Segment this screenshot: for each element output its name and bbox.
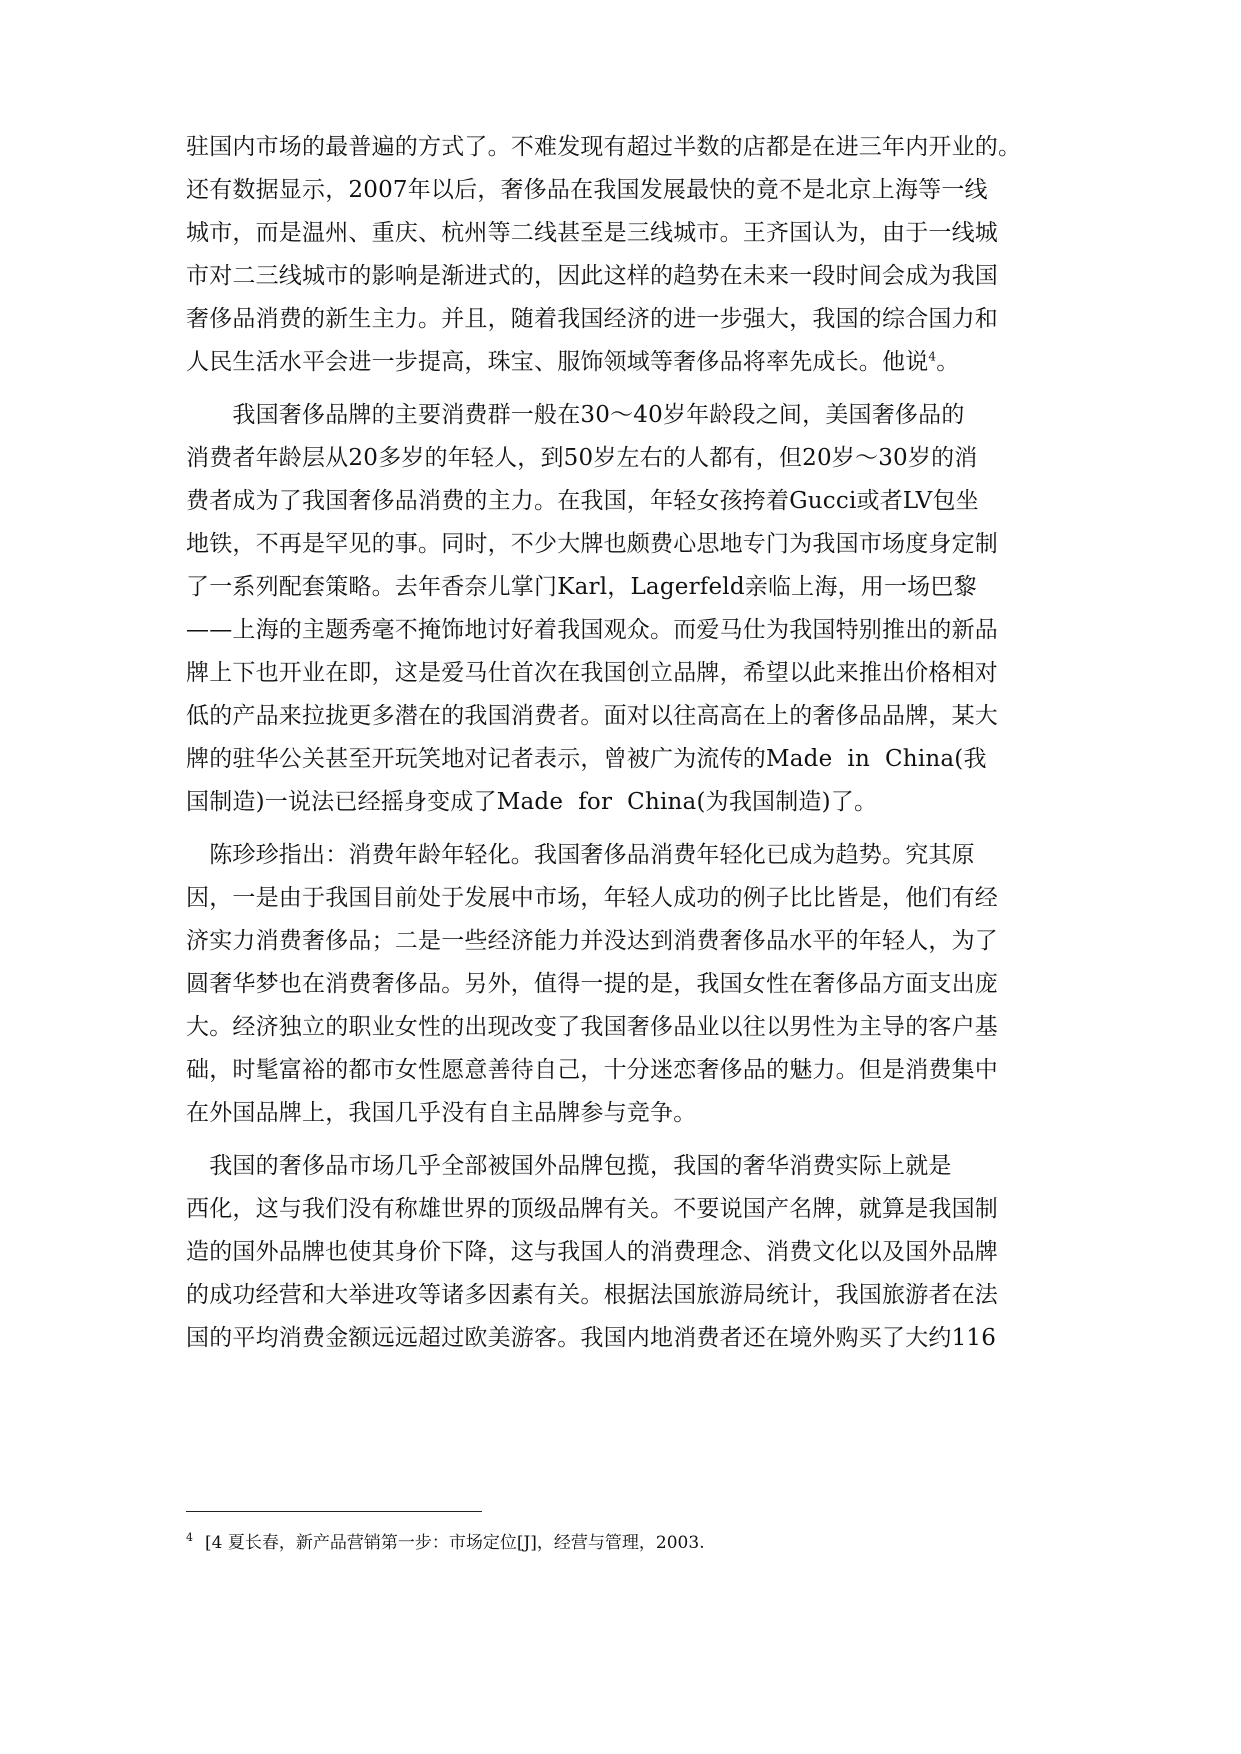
- body-line-3: 城市，而是温州、重庆、杭州等二线甚至是三线城市。王齐国认为，由于一线城: [186, 220, 998, 246]
- body-line-4: 市对二三线城市的影响是渐进式的，因此这样的趋势在未来一段时间会成为我国: [186, 263, 998, 289]
- body-line-13: 牌上下也开业在即，这是爱马仕首次在我国创立品牌，希望以此来推出价格相对: [186, 660, 998, 686]
- footnote-text: [4 夏长春，新产品营销第一步：市场定位[J]，经营与管理，2003.: [205, 1533, 705, 1553]
- body-line-11: 了一系列配套策略。去年香奈儿掌门Karl，Lagerfeld亲临上海，用一场巴黎: [186, 574, 977, 600]
- body-line-6-wrap: [186, 347, 959, 377]
- body-line-8: 消费者年龄层从20多岁的年轻人，到50岁左右的人都有，但20岁～30岁的消: [186, 445, 978, 471]
- body-line-15: 牌的驻华公关甚至开玩笑地对记者表示，曾被广为流传的Made in China(我: [186, 746, 987, 772]
- body-line-24: 我国的奢侈品市场几乎全部被国外品牌包揽，我国的奢华消费实际上就是: [186, 1153, 952, 1179]
- body-line-28: 国的平均消费金额远远超过欧美游客。我国内地消费者还在境外购买了大约116: [186, 1325, 997, 1351]
- body-line-6: 人民生活水平会进一步提高，珠宝、服饰领域等奢侈品将率先成长。他说: [186, 349, 929, 375]
- body-line-5: 奢侈品消费的新生主力。并且，随着我国经济的进一步强大，我国的综合国力和: [186, 306, 998, 332]
- body-line-12: ——上海的主题秀毫不掩饰地讨好着我国观众。而爱马仕为我国特别推出的新品: [186, 617, 998, 643]
- footnote-separator: [186, 1511, 482, 1512]
- body-line-14: 低的产品来拉拢更多潜在的我国消费者。面对以往高高在上的奢侈品品牌，某大: [186, 703, 998, 729]
- body-line-27: 的成功经营和大举进攻等诸多因素有关。根据法国旅游局统计，我国旅游者在法: [186, 1282, 998, 1308]
- body-line-18: 因，一是由于我国目前处于发展中市场，年轻人成功的例子比比皆是，他们有经: [186, 885, 998, 911]
- body-line-19: 济实力消费奢侈品；二是一些经济能力并没达到消费奢侈品水平的年轻人，为了: [186, 928, 998, 954]
- body-line-17: 陈珍珍指出：消费年龄年轻化。我国奢侈品消费年轻化已成为趋势。究其原: [186, 842, 975, 868]
- body-line-25: 西化，这与我们没有称雄世界的顶级品牌有关。不要说国产名牌，就算是我国制: [186, 1196, 998, 1222]
- body-line-16: 国制造)一说法已经摇身变成了Made for China(为我国制造)了。: [186, 789, 878, 815]
- footnote-reference-4: 4: [928, 349, 937, 364]
- body-line-23: 在外国品牌上，我国几乎没有自主品牌参与竞争。: [186, 1100, 697, 1126]
- body-line-22: 础，时髦富裕的都市女性愿意善待自己，十分迷恋奢侈品的魅力。但是消费集中: [186, 1057, 998, 1083]
- footnote-mark: 4: [186, 1531, 193, 1544]
- body-line-1: 驻国内市场的最普遍的方式了。不难发现有超过半数的店都是在进三年内开业的。: [186, 134, 1022, 160]
- body-line-7: 我国奢侈品牌的主要消费群一般在30～40岁年龄段之间，美国奢侈品的: [186, 402, 965, 428]
- body-line-26: 造的国外品牌也使其身价下降，这与我国人的消费理念、消费文化以及国外品牌: [186, 1239, 998, 1265]
- body-line-21: 大。经济独立的职业女性的出现改变了我国奢侈品业以往以男性为主导的客户基: [186, 1014, 998, 1040]
- body-line-6-tail: 。: [936, 349, 960, 375]
- body-line-9: 费者成为了我国奢侈品消费的主力。在我国，年轻女孩挎着Gucci或者LV包坐: [186, 488, 979, 514]
- body-line-10: 地铁，不再是罕见的事。同时，不少大牌也颇费心思地专门为我国市场度身定制: [186, 531, 998, 557]
- body-line-20: 圆奢华梦也在消费奢侈品。另外，值得一提的是，我国女性在奢侈品方面支出庞: [186, 971, 998, 997]
- body-line-2: 还有数据显示，2007年以后，奢侈品在我国发展最快的竟不是北京上海等一线: [186, 177, 988, 203]
